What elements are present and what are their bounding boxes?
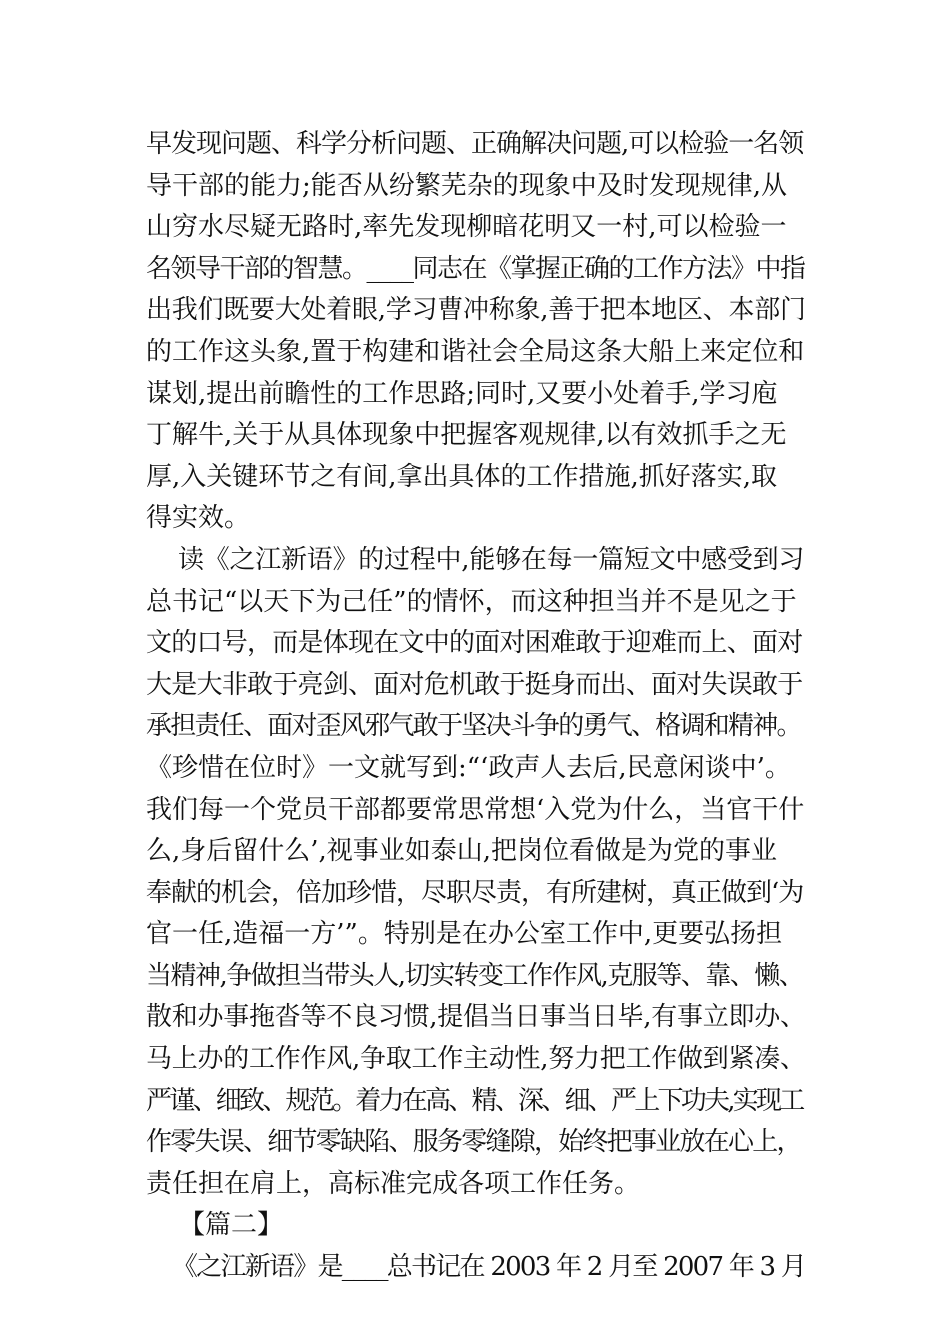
text-line: 我们每一个党员干部都要常思常想‘入党为什么，当官干什 — [146, 794, 805, 825]
body-text — [146, 124, 806, 1289]
text-line: 导干部的能力;能否从纷繁芜杂的现象中及时发现规律,从 — [146, 170, 788, 201]
text-line: 的工作这头象,置于构建和谐社会全局这条大船上来定位和 — [146, 336, 805, 367]
text-line: 大是大非敢于亮剑、面对危机敢于挺身而出、面对失误敢于 — [146, 669, 803, 700]
text-line: 读《之江新语》的过程中,能够在每一篇短文中感受到习 — [146, 544, 805, 575]
text-line: 文的口号，而是体现在文中的面对困难敢于迎难而上、面对 — [146, 628, 803, 659]
text-line: 散和办事拖沓等不良习惯,提倡当日事当日毕,有事立即办、 — [146, 1002, 806, 1033]
section-heading: 【篇二】 — [146, 1210, 284, 1241]
text-line: 严谨、细致、规范。着力在高、精、深、细、严上下功夫,实现工 — [146, 1085, 803, 1116]
text-line: 当精神,争做担当带头人,切实转变工作作风,克服等、靠、懒、 — [146, 960, 804, 991]
text-line: 早发现问题、科学分析问题、正确解决问题,可以检验一名领 — [146, 129, 804, 159]
text-line: 总书记“以天下为己任”的情怀，而这种担当并不是见之于 — [146, 586, 797, 617]
text-line: 《之江新语》是____总书记在 2003 年 2 月至 2007 年 3 月 — [146, 1252, 806, 1283]
text-line: 承担责任、面对歪风邪气敢于坚决斗争的勇气、格调和精神。 — [146, 711, 801, 742]
text-line: 出我们既要大处着眼,学习曹冲称象,善于把本地区、本部门 — [146, 295, 806, 326]
text-line: 么,身后留什么’,视事业如泰山,把岗位看做是为党的事业 — [146, 836, 778, 867]
text-line: 《珍惜在位时》一文就写到:“‘政声人去后,民意闲谈中’。 — [146, 752, 791, 783]
text-line: 厚,入关键环节之有间,拿出具体的工作措施,抓好落实,取 — [146, 461, 778, 492]
text-line: 丁解牛,关于从具体现象中把握客观规律,以有效抓手之无 — [146, 420, 787, 451]
text-line: 谋划,提出前瞻性的工作思路;同时,又要小处着手,学习庖 — [146, 378, 778, 409]
text-line: 责任担在肩上，高标准完成各项工作任务。 — [146, 1168, 641, 1199]
text-line: 名领导干部的智慧。____同志在《掌握正确的工作方法》中指 — [146, 253, 805, 284]
text-line: 山穷水尽疑无路时,率先发现柳暗花明又一村,可以检验一 — [146, 212, 787, 243]
text-line: 马上办的工作作风,争取工作主动性,努力把工作做到紧凑、 — [146, 1044, 806, 1075]
text-line: 官一任,造福一方’”。特别是在办公室工作中,更要弘扬担 — [146, 919, 783, 950]
text-line: 奉献的机会，倍加珍惜，尽职尽责，有所建树，真正做到‘为 — [146, 877, 804, 908]
text-line: 作零失误、细节零缺陷、服务零缝隙，始终把事业放在心上， — [146, 1127, 801, 1158]
text-line: 得实效。 — [146, 503, 251, 534]
